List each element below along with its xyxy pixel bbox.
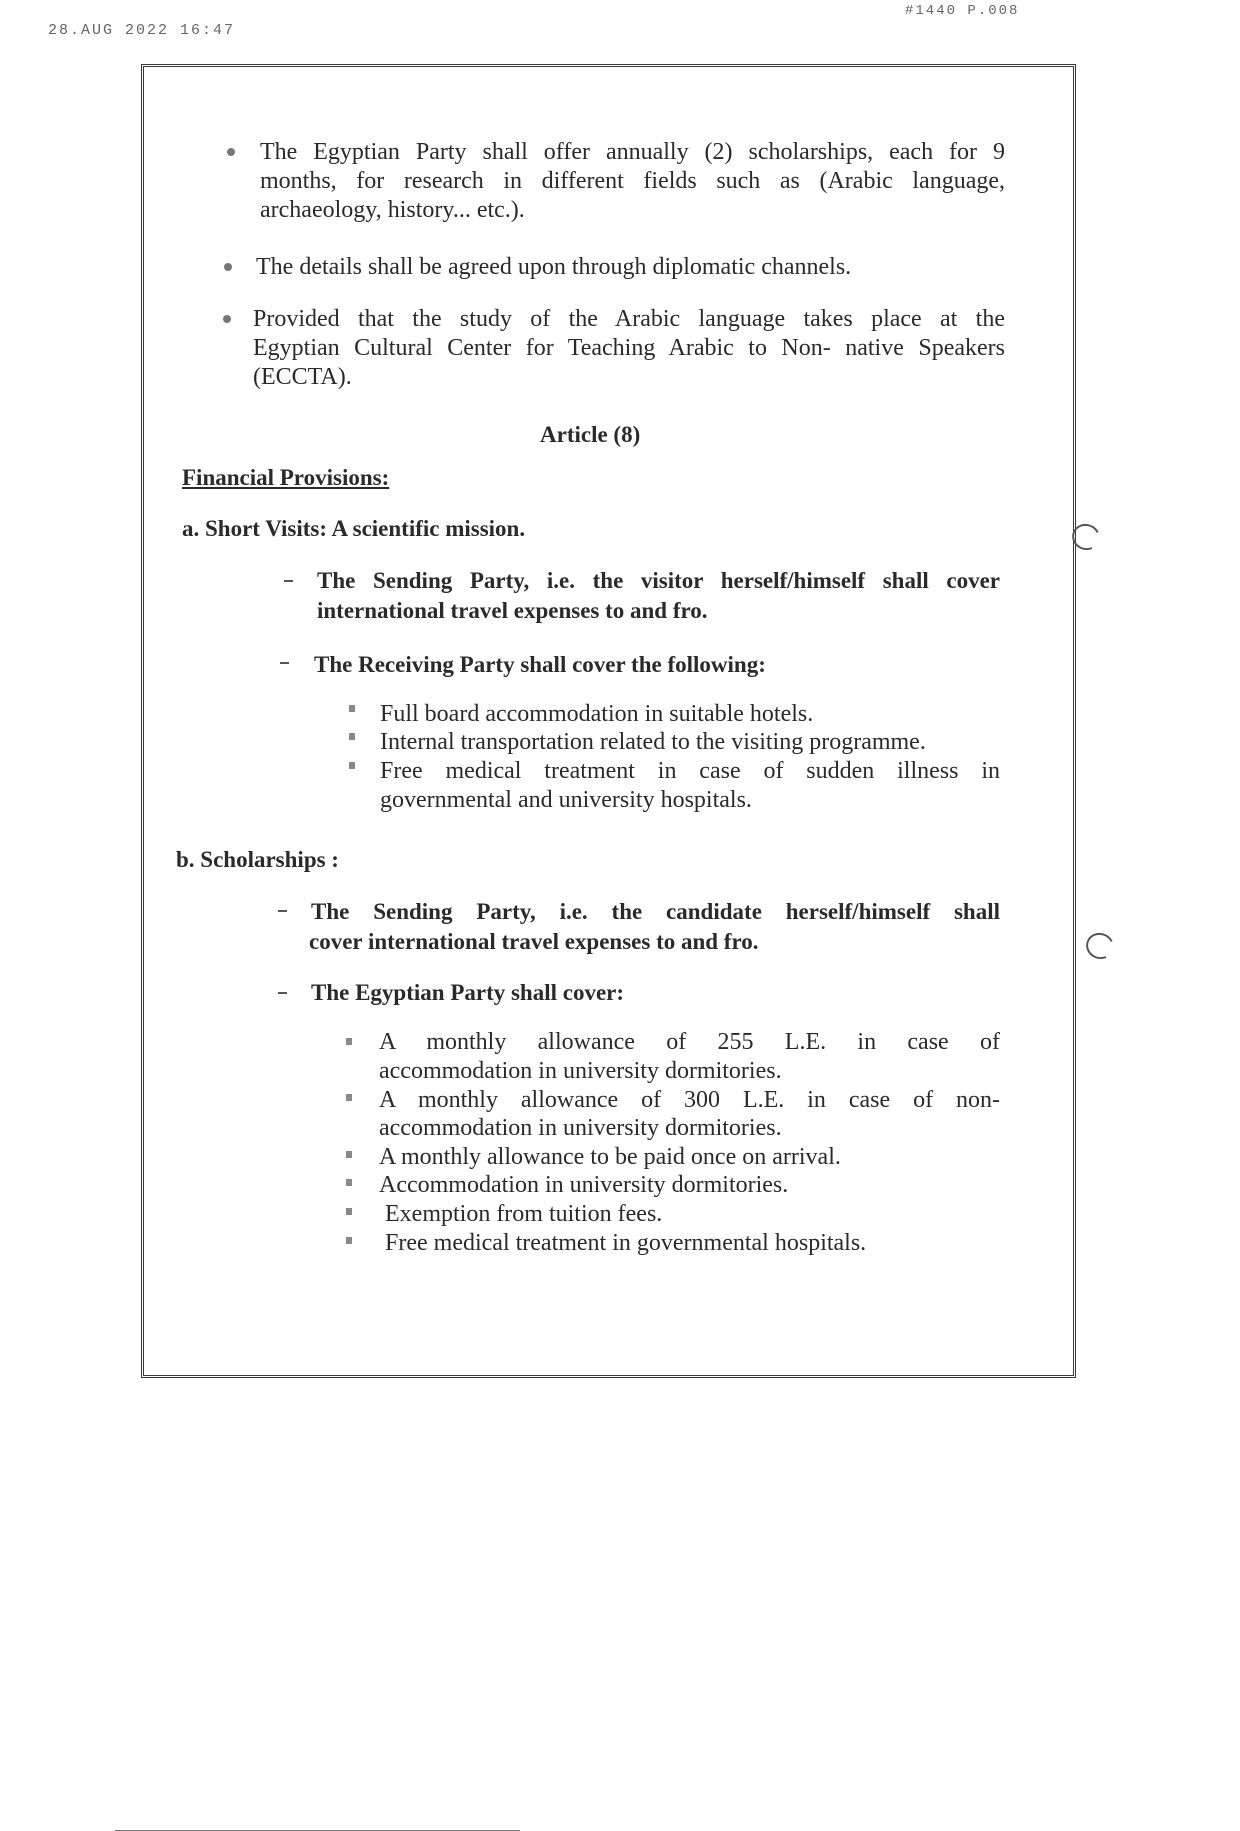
receiving-item: Free medical treatment in case of sudden illness in (380, 758, 1000, 784)
punch-hole-icon (1082, 929, 1117, 963)
short-sending-line-2: international travel expenses to and fro. (317, 598, 708, 623)
square-bullet-icon (346, 1094, 352, 1101)
square-bullet-icon (346, 1151, 352, 1158)
bullet-icon (227, 148, 235, 156)
fax-header-left: 28.AUG 2022 16:47 (48, 22, 236, 39)
article-title: Article (8) (540, 422, 641, 447)
receiving-item: Full board accommodation in suitable hotels. (380, 701, 814, 727)
provided-line-3: (ECCTA). (253, 364, 352, 390)
bullet-icon (224, 263, 232, 271)
bullet-icon (223, 315, 231, 323)
receiving-party-line: The Receiving Party shall cover the following: (314, 652, 766, 677)
dash-icon (284, 580, 293, 582)
details-line: The details shall be agreed upon through diplomatic channels. (256, 254, 852, 280)
receiving-item-continued: governmental and university hospitals. (380, 787, 752, 813)
egyptian-party-line: The Egyptian Party shall cover: (311, 980, 625, 1005)
scholarship-offer-line-3: archaeology, history... etc.). (260, 197, 525, 223)
scholar-sending-line-2: cover international travel expenses to and fro. (309, 929, 759, 954)
scholarship-offer-line-1: The Egyptian Party shall offer annually (2) scholarships, each for 9 (260, 139, 1005, 165)
allowance-item: Free medical treatment in governmental hospitals. (385, 1230, 867, 1256)
short-visits-heading: a. Short Visits: A scientific mission. (182, 516, 526, 541)
provided-line-1: Provided that the study of the Arabic language takes place at the (253, 306, 1005, 332)
allowance-item: A monthly allowance of 255 L.E. in case of (379, 1029, 1000, 1055)
provided-line-2: Egyptian Cultural Center for Teaching Arabic to Non- native Speakers (253, 335, 1005, 361)
receiving-item: Internal transportation related to the visiting programme. (380, 729, 926, 755)
scholar-sending-line-1: The Sending Party, i.e. the candidate herself/himself shall (311, 899, 1000, 924)
dash-icon (280, 662, 289, 664)
allowance-item-continued: accommodation in university dormitories. (379, 1058, 782, 1084)
scholarship-offer-line-2: months, for research in different fields such as (Arabic language, (260, 168, 1005, 194)
allowance-item: A monthly allowance to be paid once on arrival. (379, 1144, 841, 1170)
square-bullet-icon (349, 705, 355, 712)
fax-header-right: #1440 P.008 (905, 3, 1020, 19)
square-bullet-icon (346, 1208, 352, 1215)
allowance-item: Accommodation in university dormitories. (379, 1172, 789, 1198)
allowance-item: Exemption from tuition fees. (385, 1201, 663, 1227)
square-bullet-icon (346, 1237, 352, 1244)
square-bullet-icon (349, 733, 355, 740)
allowance-item-continued: accommodation in university dormitories. (379, 1115, 782, 1141)
dash-icon (278, 910, 287, 912)
allowance-item: A monthly allowance of 300 L.E. in case of non- (379, 1087, 1000, 1113)
dash-icon (278, 992, 287, 994)
square-bullet-icon (346, 1038, 352, 1045)
scholarships-heading: b. Scholarships : (176, 847, 339, 872)
section-title: Financial Provisions: (182, 465, 390, 490)
short-sending-line-1: The Sending Party, i.e. the visitor herself/himself shall cover (317, 568, 1000, 593)
square-bullet-icon (349, 762, 355, 769)
square-bullet-icon (346, 1179, 352, 1186)
